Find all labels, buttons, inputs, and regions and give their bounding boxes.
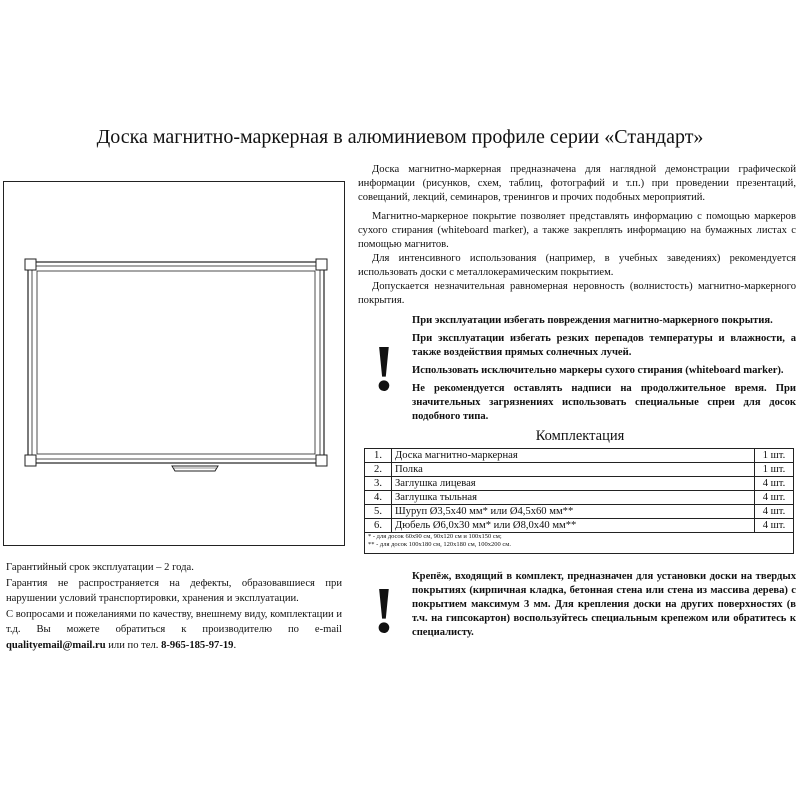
mounting-note: Крепёж, входящий в комплект, предназначен для установки доски на твердых покрытиях (кирпичная кладка, бетонная стена или стена из массива дерева) с покрытием максимум 3 мм. Для крепления доски на других поверхностях (в т.ч. на гипсокартон) воспользуйтесь специальным крепежом или обратитесь к специалисту. xyxy=(412,571,796,638)
row-qty: 1 шт. xyxy=(755,463,794,477)
kit-title: Комплектация xyxy=(535,428,625,444)
footnote: ** - для досок 100х180 см, 120х180 см, 100х200 см. xyxy=(368,541,511,548)
warning-item: Использовать исключительно маркеры сухого стирания (whiteboard marker). xyxy=(412,365,784,376)
row-qty: 4 шт. xyxy=(755,477,794,491)
guarantee-line: Гарантия не распространяется на дефекты, образовавшиеся при нарушении условий транспортировки, хранения и эксплуатации. xyxy=(6,577,342,604)
warning-item: Не рекомендуется оставлять надписи на продолжительное время. При значительных загрязнениях использовать специальные спреи для досок подобного типа. xyxy=(412,383,796,422)
table-row xyxy=(365,491,794,505)
whiteboard-illustration xyxy=(4,182,346,547)
row-qty: 1 шт. xyxy=(755,449,794,463)
description-paragraph: Магнитно-маркерное покрытие позволяет представлять информацию с помощью маркеров сухого стирания (whiteboard marker), а также закреплять информацию на бумажных листах с помощью магнитов. xyxy=(358,211,796,250)
contact-text: или по тел. xyxy=(108,639,159,651)
warning-item: При эксплуатации избегать резких перепадов температуры и влажности, а также воздействия прямых солнечных лучей. xyxy=(412,333,796,358)
exclamation-icon: ! xyxy=(373,574,395,647)
row-qty: 4 шт. xyxy=(755,491,794,505)
table-row xyxy=(365,519,794,533)
row-item: Дюбель Ø6,0х30 мм* или Ø8,0х40 мм** xyxy=(392,519,755,533)
warnings-block xyxy=(412,314,796,428)
table-row xyxy=(365,463,794,477)
row-item: Заглушка лицевая xyxy=(392,477,755,491)
kit-footnotes xyxy=(364,532,794,554)
row-qty: 4 шт. xyxy=(755,505,794,519)
row-item: Заглушка тыльная xyxy=(392,491,755,505)
description-paragraph: Для интенсивного использования (например, в учебных заведениях) рекомендуется использовать доски с металлокерамическим покрытием. xyxy=(358,253,796,278)
row-number: 3. xyxy=(365,477,392,491)
description-paragraph: Допускается незначительная равномерная неровность (волнистость) магнитно-маркерного покрытия. xyxy=(358,281,796,306)
guarantee-contact xyxy=(6,607,342,654)
row-qty: 4 шт. xyxy=(755,519,794,533)
table-row xyxy=(365,477,794,491)
contact-email: qualityemail@mail.ru xyxy=(6,639,106,651)
warning-item: При эксплуатации избегать повреждения магнитно-маркерного покрытия. xyxy=(412,315,773,326)
row-number: 4. xyxy=(365,491,392,505)
row-item: Полка xyxy=(392,463,755,477)
contact-text: С вопросами и пожеланиями по качеству, внешнему виду, комплектации и т.д. Вы можете обратиться к производителю по e-mail xyxy=(6,608,342,635)
row-item: Шуруп Ø3,5х40 мм* или Ø4,5х60 мм** xyxy=(392,505,755,519)
guarantee-block xyxy=(6,560,342,653)
page-title: Доска магнитно-маркерная в алюминиевом профиле серии «Стандарт» xyxy=(96,126,704,148)
row-number: 5. xyxy=(365,505,392,519)
description-paragraph: Доска магнитно-маркерная предназначена для наглядной демонстрации графической информации (рисунков, схем, таблиц, фотографий и т.п.) при проведении презентаций, совещаний, лекций, семинаров, тренингов и прочих подобных мероприятий. xyxy=(358,164,796,203)
row-number: 1. xyxy=(365,449,392,463)
row-number: 2. xyxy=(365,463,392,477)
table-row xyxy=(365,449,794,463)
row-item: Доска магнитно-маркерная xyxy=(392,449,755,463)
exclamation-icon: ! xyxy=(373,332,395,405)
footnote: * - для досок 60х90 см, 90х120 см и 100х150 см; xyxy=(368,533,502,540)
contact-end: . xyxy=(233,639,237,651)
table-row xyxy=(365,505,794,519)
kit-table xyxy=(364,448,794,533)
contact-phone: 8-965-185-97-19 xyxy=(161,639,234,651)
row-number: 6. xyxy=(365,519,392,533)
guarantee-line: Гарантийный срок эксплуатации – 2 года. xyxy=(6,562,194,573)
product-image-frame xyxy=(3,181,345,546)
